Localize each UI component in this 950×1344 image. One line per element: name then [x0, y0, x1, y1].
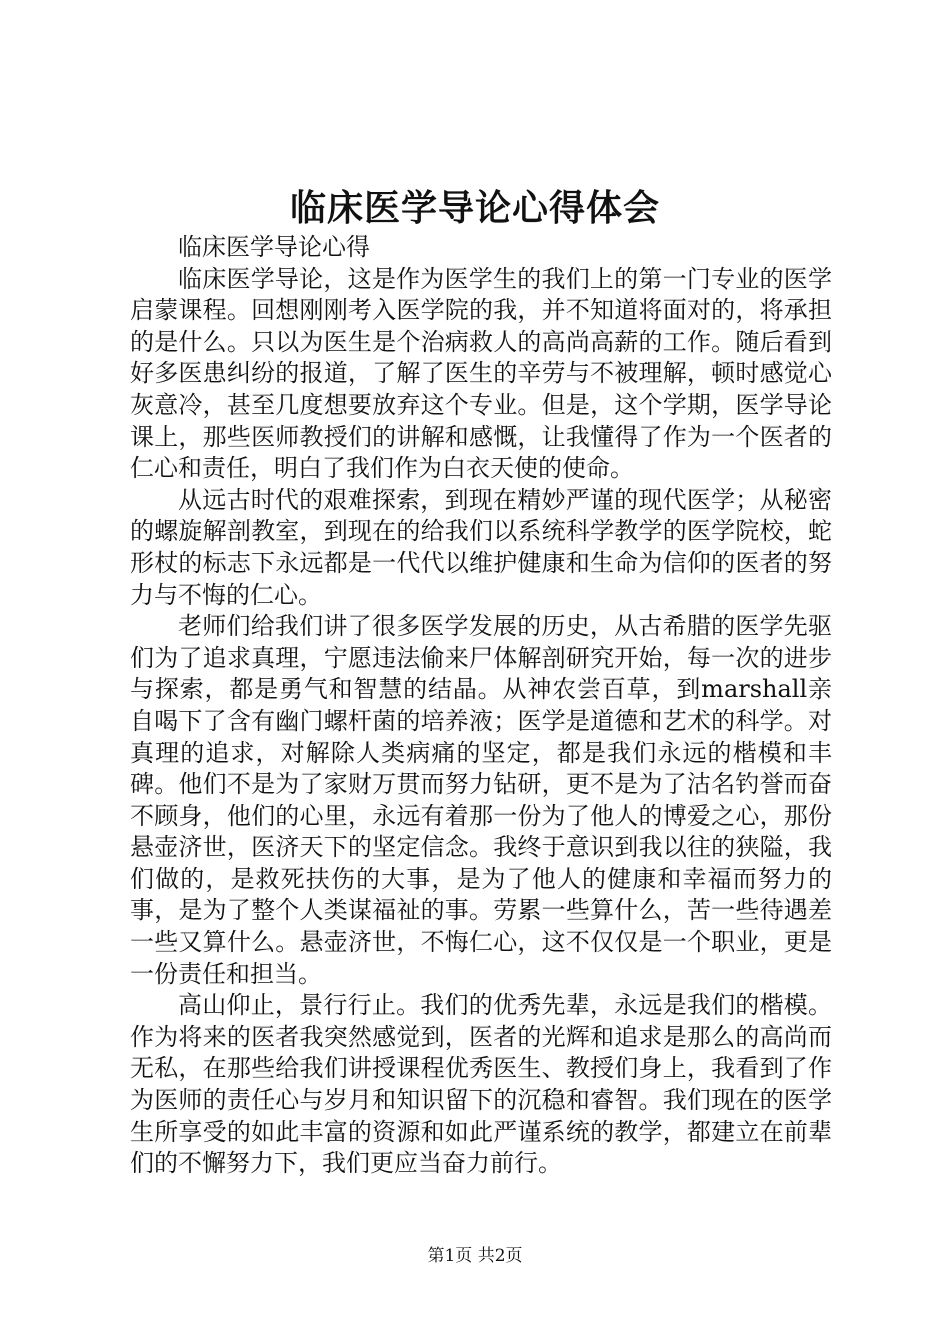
paragraph: 临床医学导论，这是作为医学生的我们上的第一门专业的医学启蒙课程。回想刚刚考入医学院的我，并不知道将面对的，将承担的是什么。只以为医生是个治病救人的高尚高薪的工作。随后看到好多医患纠纷的报道，了解了医生的辛劳与不被理解，顿时感觉心灰意冷，甚至几度想要放弃这个专业。但是，这个学期，医学导论课上，那些医师教授们的讲解和感慨，让我懂得了作为一个医者的仁心和责任，明白了我们作为白衣天使的使命。	[130, 264, 832, 483]
paragraph: 高山仰止，景行行止。我们的优秀先辈，永远是我们的楷模。作为将来的医者我突然感觉到，医者的光辉和追求是那么的高尚而无私，在那些给我们讲授课程优秀医生、教授们身上，我看到了作为医师的责任心与岁月和知识留下的沉稳和睿智。我们现在的医学生所享受的如此丰富的资源和如此严谨系统的教学，都建立在前辈们的不懈努力下，我们更应当奋力前行。	[130, 991, 832, 1178]
paragraph: 从远古时代的艰难探索，到现在精妙严谨的现代医学；从秘密的螺旋解剖教室，到现在的给我们以系统科学教学的医学院校，蛇形杖的标志下永远都是一代代以维护健康和生命为信仰的医者的努力与不悔的仁心。	[130, 485, 832, 609]
document-body	[130, 232, 832, 1180]
paragraph-subtitle: 临床医学导论心得	[178, 233, 370, 261]
page-number-footer: 第1页 共2页	[427, 1246, 523, 1266]
document-title: 临床医学导论心得体会	[289, 187, 660, 229]
paragraph: 老师们给我们讲了很多医学发展的历史，从古希腊的医学先驱们为了追求真理，宁愿违法偷来尸体解剖研究开始，每一次的进步与探索，都是勇气和智慧的结晶。从神农尝百草，到marshall亲自喝下了含有幽门螺杆菌的培养液；医学是道德和艺术的科学。对真理的追求，对解除人类病痛的坚定，都是我们永远的楷模和丰碑。他们不是为了家财万贯而努力钻研，更不是为了沽名钓誉而奋不顾身，他们的心里，永远有着那一份为了他人的博爱之心，那份悬壶济世，医济天下的坚定信念。我终于意识到我以往的狭隘，我们做的，是救死扶伤的大事，是为了他人的健康和幸福而努力的事，是为了整个人类谋福祉的事。劳累一些算什么，苦一些待遇差一些又算什么。悬壶济世，不悔仁心，这不仅仅是一个职业，更是一份责任和担当。	[130, 612, 832, 988]
